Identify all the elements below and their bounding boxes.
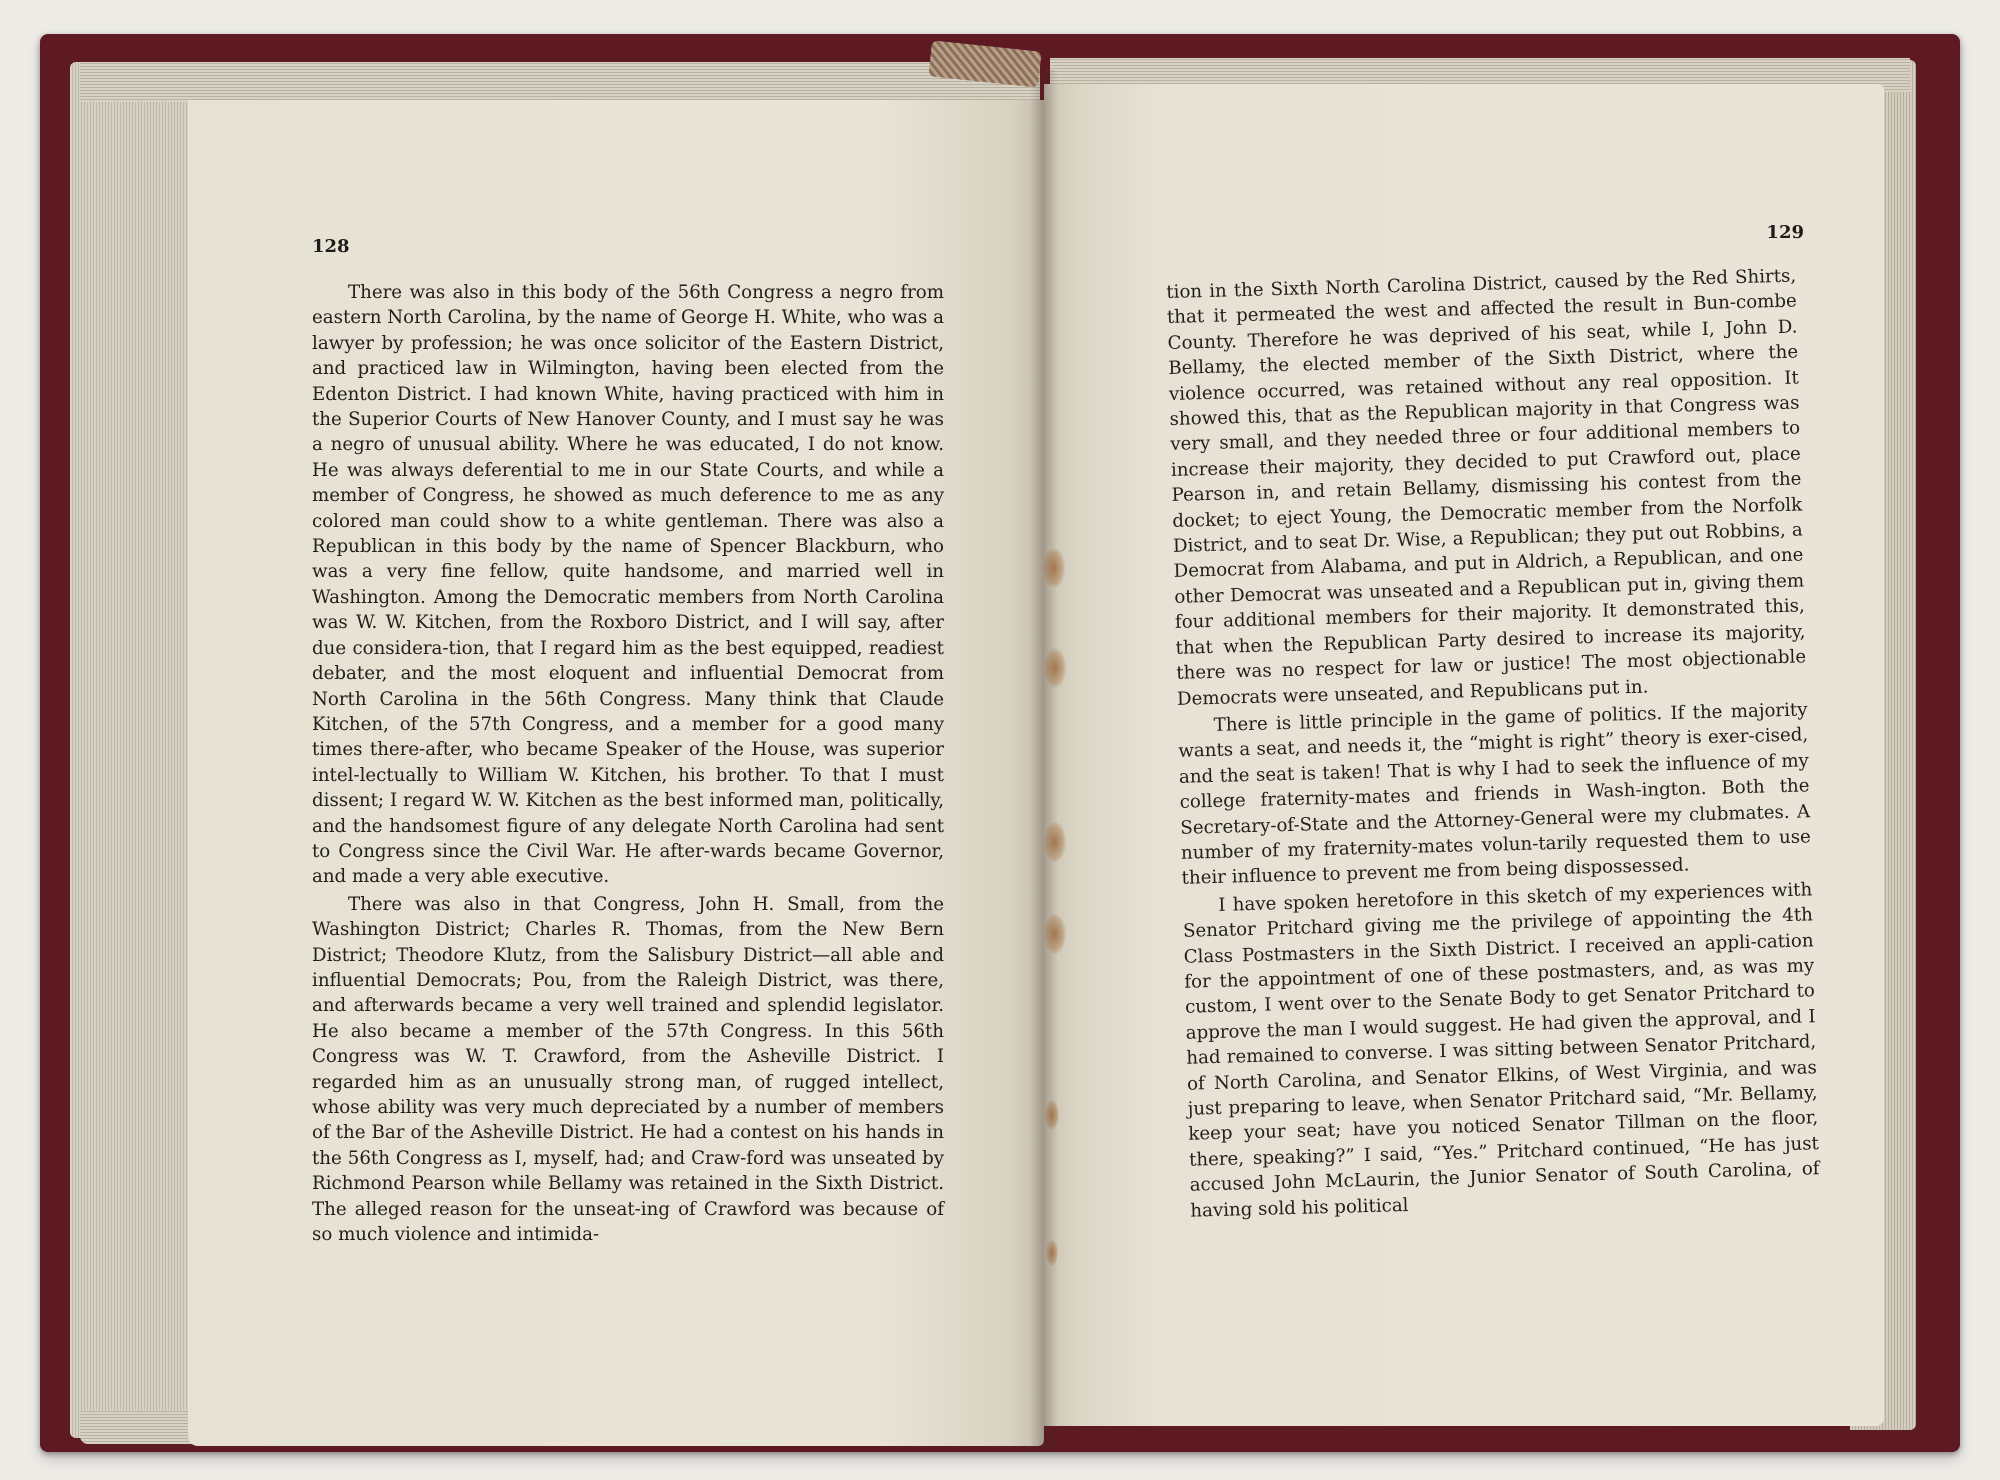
foxing-spot [1044, 648, 1066, 688]
left-page [188, 100, 1044, 1446]
right-page-text [1166, 264, 1820, 1224]
page-number-left: 128 [312, 236, 350, 257]
foxing-spot [1043, 548, 1065, 588]
right-page [1044, 84, 1884, 1426]
paragraph: tion in the Sixth North Carolina District, caused by the Red Shirts, that it permeated the west and affected the result in Bun-combe County. Therefore he was deprived of his seat, while I, John D. Bellamy, the elected member of the Sixth District, where the violence occurred, was retained without any real opposition. It showed this, that as the Republican majority in that Congress was very small, and they needed three or four additional members to increase their majority, they decided to put Crawford out, place Pearson in, and retain Bellamy, dismissing his contest from the docket; to eject Young, the Democratic member from the Norfolk District, and to seat Dr. Wise, a Republican; they put out Robbins, a Democrat from Alabama, and put in Aldrich, a Republican, and one other Democrat was unseated and a Republican put in, giving them four additional members for their majority. It demonstrated this, that when the Republican Party desired to increase its majority, there was no respect for law or justice! The most objectionable Democrats were unseated, and Republicans put in. [1166, 265, 1807, 710]
paragraph: There was also in this body of the 56th Congress a negro from eastern North Carolina, by the name of George H. White, who was a lawyer by profession; he was once solicitor of the Eastern District, and practiced law in Wilmington, having been elected from the Edenton District. I had known White, having practiced with him in the Superior Courts of New Hanover County, and I must say he was a negro of unusual ability. Where he was educated, I do not know. He was always deferential to me in our State Courts, and while a member of Congress, he showed as much deference to me as any colored man could show to a white gentleman. There was also a Republican in this body by the name of Spencer Blackburn, who was a very fine fellow, quite handsome, and married well in Washington. Among the Democratic members from North Carolina was W. W. Kitchen, from the Roxboro District, and I will say, after due considera-tion, that I regard him as the best equipped, readiest debater, and the most eloquent and influential Democrat from North Carolina in the 56th Congress. Many think that Claude Kitchen, of the 57th Congress, and a member for a good many times there-after, who became Speaker of the House, was superior intel-lectually to William W. Kitchen, his brother. To that I must dissent; I regard W. W. Kitchen as the best informed man, politically, and the handsomest figure of any delegate North Carolina had sent to Congress since the Civil War. He after-wards became Governor, and made a very able executive. [312, 282, 944, 888]
paragraph: There is little principle in the game of politics. If the majority wants a seat, and needs it, the “might is right” theory is exer-cised, and the seat is taken! That is why I had to seek the influence of my college fraternity-mates and friends in Wash-ington. Both the Secretary-of-State and the Attorney-General were my clubmates. A number of my fraternity-mates volun-tarily requested them to use their influence to prevent me from being dispossessed. [1178, 699, 1812, 890]
left-page-edges-top [80, 62, 1040, 102]
paragraph: There was also in that Congress, John H. Small, from the Washington District; Charles R. Thomas, from the New Bern District; Theodore Klutz, from the Salisbury District—all able and influential Democrats; Pou, from the Raleigh District, was there, and afterwards became a very well trained and splendid legislator. He also became a member of the 57th Congress. In this 56th Congress was W. T. Crawford, from the Asheville District. I regarded him as an unusually strong man, of rugged intellect, whose ability was very much depreciated by a number of members of the Bar of the Asheville District. He had a contest on his hands in the 56th Congress as I, myself, had; and Craw-ford was unseated by Richmond Pearson while Bellamy was retained in the Sixth District. The alleged reason for the unseat-ing of Crawford was because of so much violence and intimida- [312, 893, 944, 1246]
left-page-text [312, 280, 944, 1247]
left-page-edges [70, 62, 190, 1438]
foxing-spot [1044, 822, 1066, 862]
foxing-spot [1046, 1240, 1058, 1266]
paragraph: I have spoken heretofore in this sketch of my experiences with Senator Pritchard giving me the privilege of appointing the 4th Class Postmasters in the Sixth District. I received an appli-cation for the appointment of one of these postmasters, and, as was my custom, I went over to the Senate Body to get Senator Pritchard to approve the man I would suggest. He had given the approval, and I had remained to converse. I was sitting between Senator Pritchard, of North Carolina, and Senator Elkins, of West Virginia, and was just preparing to leave, when Senator Pritchard said, “Mr. Bellamy, keep your seat; have you noticed Senator Tillman on the floor, there, speaking?” I said, “Yes.” Pritchard continued, “He has just accused John McLaurin, the Junior Senator of South Carolina, of having sold his political [1182, 879, 1820, 1222]
page-number-right: 129 [1766, 222, 1804, 243]
foxing-spot [1044, 914, 1066, 954]
foxing-spot [1045, 1100, 1059, 1130]
